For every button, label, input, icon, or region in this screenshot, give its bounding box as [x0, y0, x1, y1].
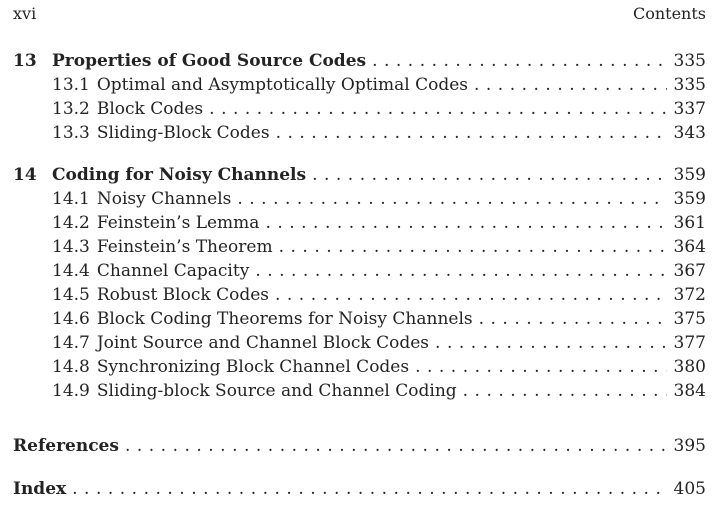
section-title: Block Codes [96, 99, 204, 119]
section-title: Robust Block Codes [96, 285, 269, 305]
dot-leader [435, 331, 667, 355]
toc-index-row [13, 477, 706, 501]
section-number: 13.3 [52, 123, 90, 143]
chapter-page-number: 359 [673, 165, 706, 185]
section-page-number: 335 [673, 75, 706, 95]
section-title: Feinstein’s Theorem [96, 237, 273, 257]
toc-section-row [13, 331, 706, 355]
dot-leader [125, 434, 667, 458]
toc-section-row [13, 97, 706, 121]
toc-section-row [13, 379, 706, 403]
backmatter-title: References [13, 436, 119, 456]
section-page-number: 384 [673, 381, 706, 401]
toc-chapter-14-block [13, 163, 706, 403]
toc-section-row [13, 235, 706, 259]
toc-chapter-13-block [13, 49, 706, 145]
section-title: Sliding-block Source and Channel Coding [96, 381, 457, 401]
section-page-number: 343 [673, 123, 706, 143]
dot-leader [265, 211, 667, 235]
section-page-number: 377 [673, 333, 706, 353]
backmatter-title: Index [13, 479, 67, 499]
chapter-title: Properties of Good Source Codes [52, 51, 367, 71]
toc-section-row [13, 259, 706, 283]
section-page-number: 375 [673, 309, 706, 329]
dot-leader [372, 49, 667, 73]
section-number: 14.5 [52, 285, 90, 305]
backmatter-page-number: 405 [673, 479, 706, 499]
dot-leader [463, 379, 667, 403]
toc-references-row [13, 434, 706, 458]
dot-leader [312, 163, 667, 187]
toc-section-row [13, 307, 706, 331]
toc-chapter-heading [13, 49, 706, 73]
section-number: 14.7 [52, 333, 90, 353]
section-title: Noisy Channels [96, 189, 232, 209]
toc-chapter-heading [13, 163, 706, 187]
toc-section-row [13, 211, 706, 235]
section-number: 14.8 [52, 357, 90, 377]
backmatter-page-number: 395 [673, 436, 706, 456]
section-title: Synchronizing Block Channel Codes [96, 357, 410, 377]
section-page-number: 337 [673, 99, 706, 119]
section-title: Feinstein’s Lemma [96, 213, 260, 233]
toc-section-row [13, 283, 706, 307]
dot-leader [72, 477, 667, 501]
section-number: 14.9 [52, 381, 90, 401]
dot-leader [474, 73, 667, 97]
section-number: 14.1 [52, 189, 90, 209]
section-number: 14.4 [52, 261, 90, 281]
running-head-title: Contents [632, 4, 706, 23]
toc-section-row [13, 355, 706, 379]
toc-section-row [13, 187, 706, 211]
toc-section-row [13, 121, 706, 145]
section-page-number: 361 [673, 213, 706, 233]
section-title: Sliding-Block Codes [96, 123, 270, 143]
section-title: Optimal and Asymptotically Optimal Codes [96, 75, 468, 95]
dot-leader [479, 307, 667, 331]
dot-leader [209, 97, 667, 121]
dot-leader [279, 235, 667, 259]
section-number: 14.6 [52, 309, 90, 329]
page-header [13, 4, 706, 24]
section-page-number: 364 [673, 237, 706, 257]
dot-leader [415, 355, 667, 379]
chapter-number: 14 [13, 165, 37, 185]
section-page-number: 380 [673, 357, 706, 377]
section-number: 14.3 [52, 237, 90, 257]
dot-leader [276, 121, 667, 145]
section-title: Channel Capacity [96, 261, 250, 281]
section-number: 13.1 [52, 75, 90, 95]
dot-leader [237, 187, 667, 211]
folio-page-number: xvi [13, 4, 37, 23]
section-page-number: 372 [673, 285, 706, 305]
section-number: 14.2 [52, 213, 90, 233]
chapter-page-number: 335 [673, 51, 706, 71]
section-title: Block Coding Theorems for Noisy Channels [96, 309, 473, 329]
chapter-number: 13 [13, 51, 37, 71]
section-title: Joint Source and Channel Block Codes [96, 333, 430, 353]
chapter-title: Coding for Noisy Channels [52, 165, 307, 185]
section-number: 13.2 [52, 99, 90, 119]
section-page-number: 359 [673, 189, 706, 209]
dot-leader [255, 259, 667, 283]
dot-leader [275, 283, 667, 307]
section-page-number: 367 [673, 261, 706, 281]
toc-section-row [13, 73, 706, 97]
